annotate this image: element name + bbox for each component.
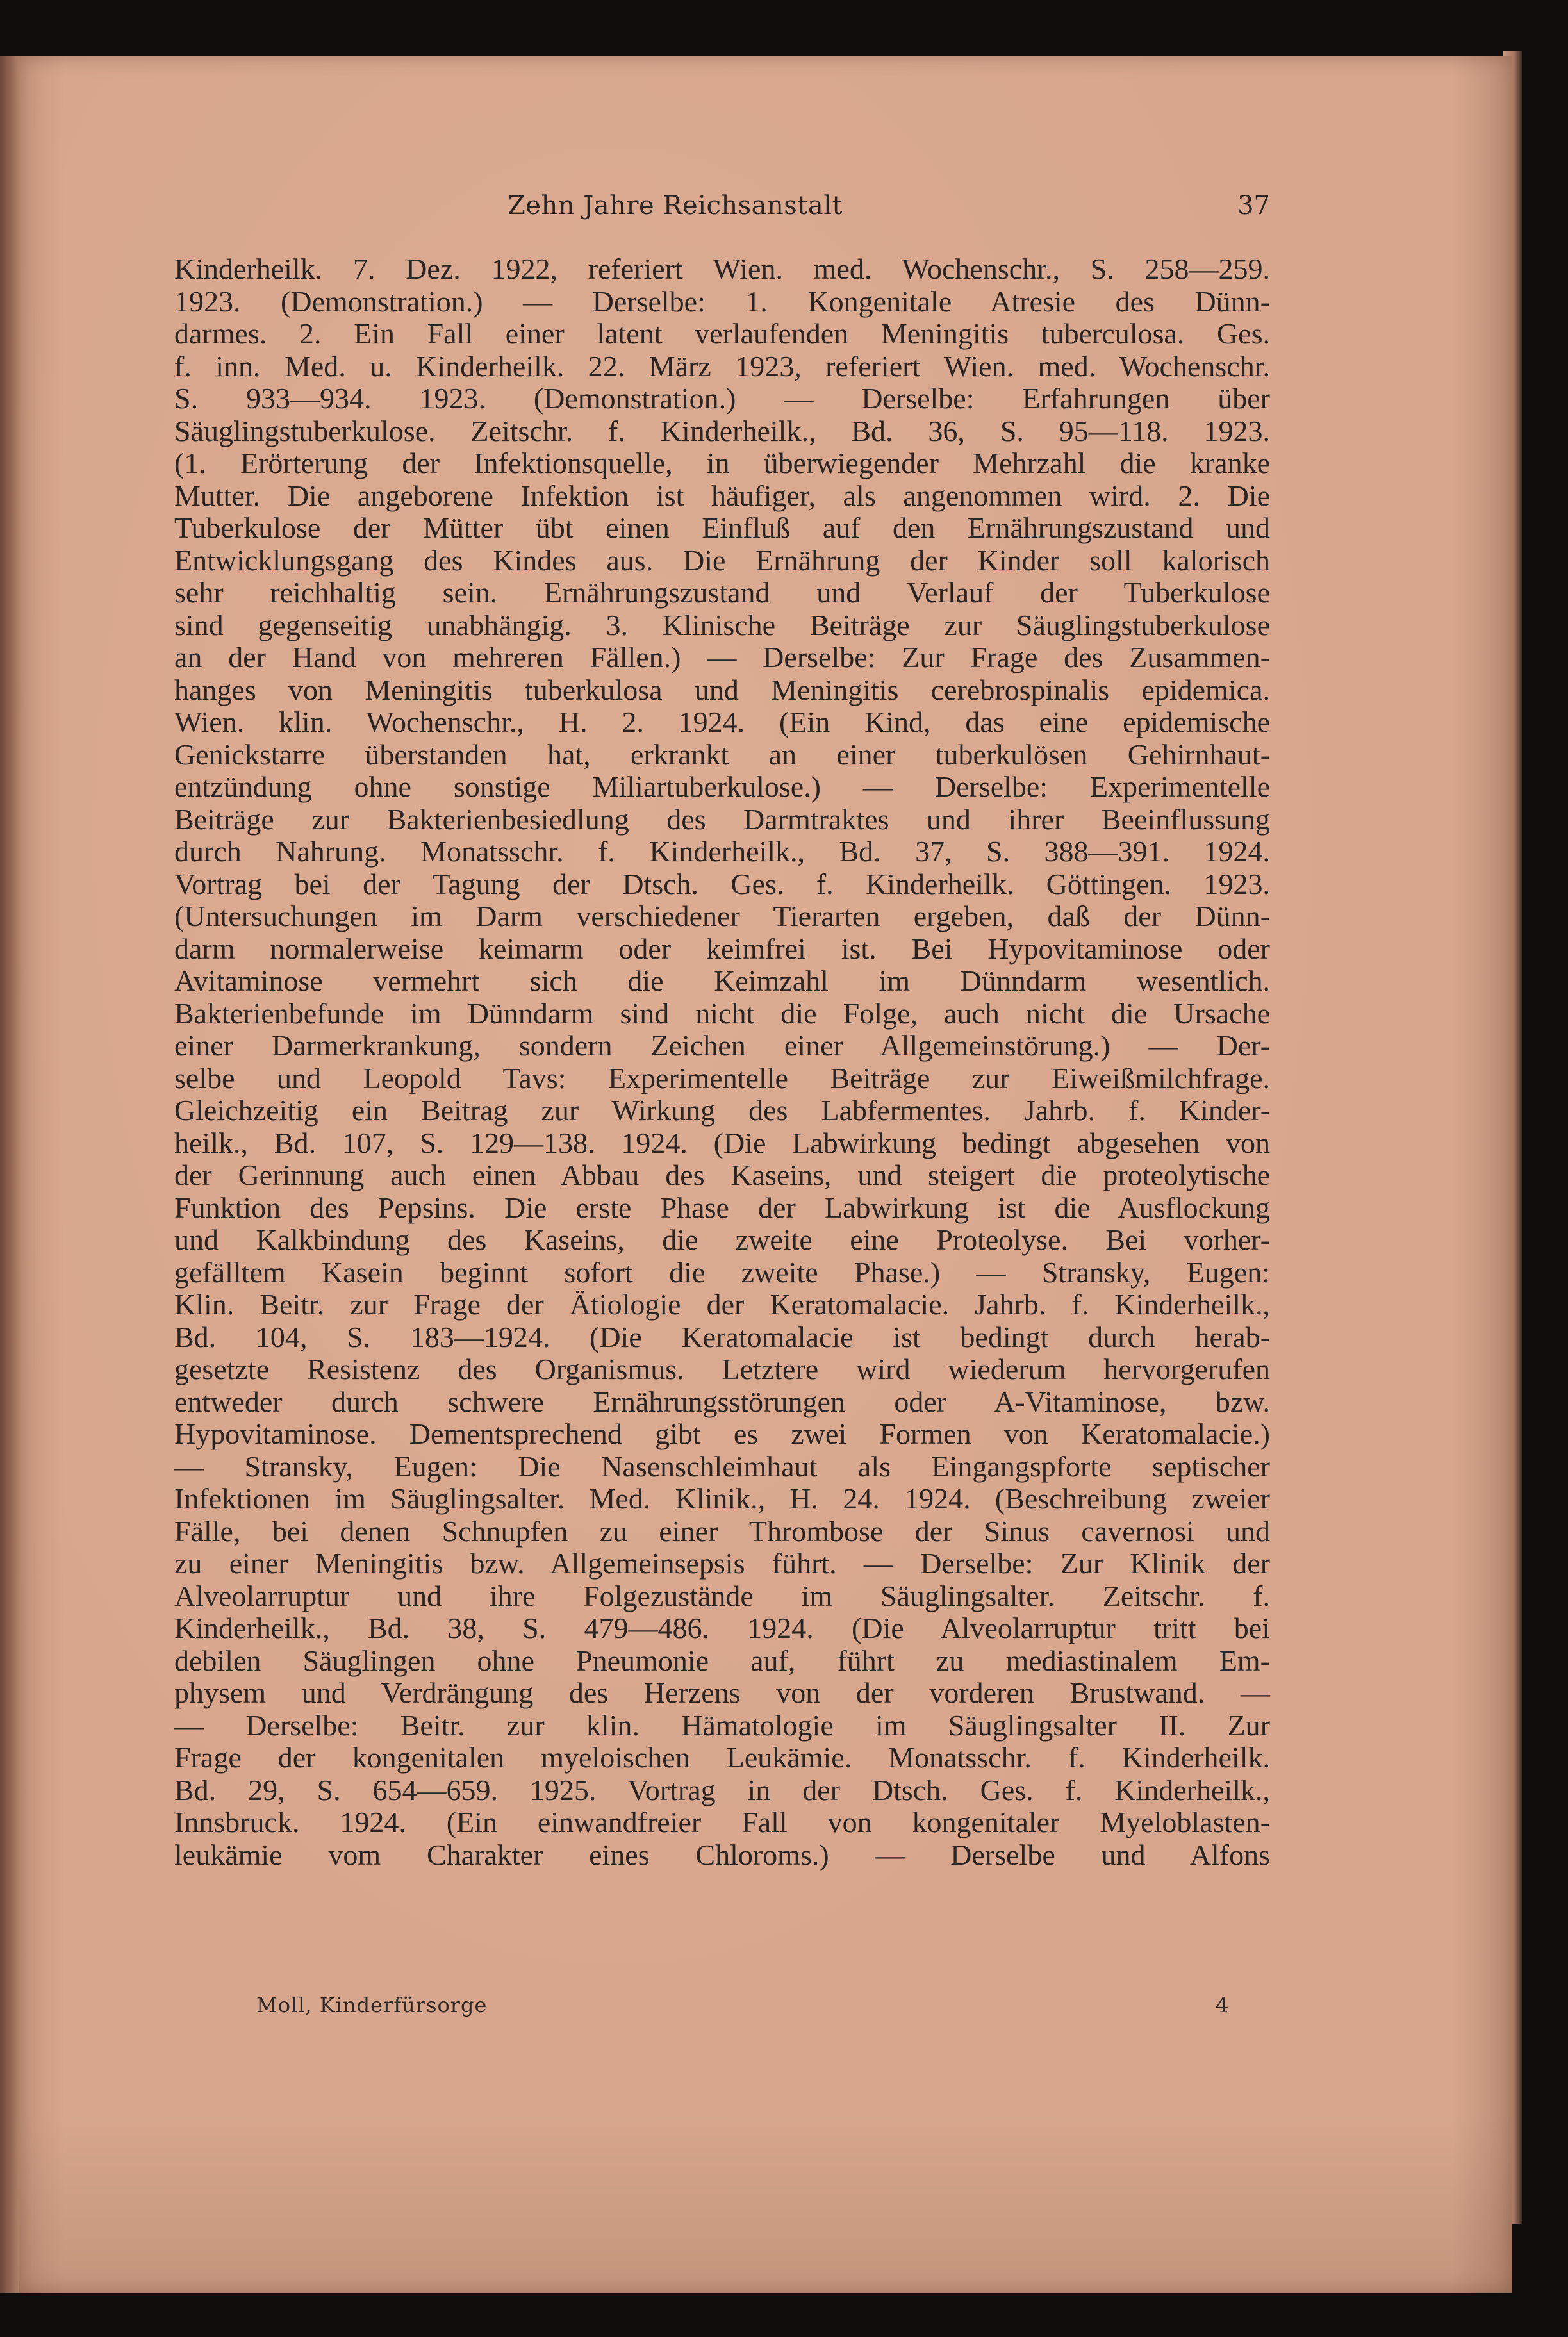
text-line: gefälltem Kasein beginnt sofort die zweite Phase.) — Stransky, Eugen: [174,1255,1270,1289]
text-line: entweder durch schwere Ernährungsstörungen oder A-Vitaminose, bzw. [174,1385,1270,1418]
text-line: Klin. Beitr. zur Frage der Ätiologie der Keratomalacie. Jahrb. f. Kinderheilk., [174,1288,1270,1321]
text-line: f. inn. Med. u. Kinderheilk. 22. März 1923, referiert Wien. med. Wochenschr. [174,349,1270,383]
text-line: Beiträge zur Bakterienbesiedlung des Darmtraktes und ihrer Beeinflussung [174,802,1270,836]
text-line: selbe und Leopold Tavs: Experimentelle Beiträge zur Eiweißmilchfrage. [174,1061,1270,1094]
text-line: Hypovitaminose. Dementsprechend gibt es zwei Formen von Keratomalacie.) [174,1417,1270,1450]
text-line: Infektionen im Säuglingsalter. Med. Klinik., H. 24. 1924. (Beschreibung zweier [174,1482,1270,1515]
text-line: gesetzte Resistenz des Organismus. Letztere wird wiederum hervorgerufen [174,1353,1270,1385]
text-line: physem und Verdrängung des Herzens von der vorderen Brustwand. — [174,1676,1270,1709]
text-line: hanges von Meningitis tuberkulosa und Meningitis cerebrospinalis epidemica. [174,673,1270,706]
text-line: darmes. 2. Ein Fall einer latent verlaufenden Meningitis tuberculosa. Ges. [174,317,1270,350]
text-line: — Stransky, Eugen: Die Nasenschleimhaut als Eingangspforte septischer [174,1449,1270,1483]
text-line: Tuberkulose der Mütter übt einen Einfluß auf den Ernährungszustand und [174,511,1270,544]
text-line: einer Darmerkrankung, sondern Zeichen einer Allgemeinstörung.) — Der- [174,1029,1270,1062]
body-text [174,253,1270,1871]
page-footer [174,1993,1270,2025]
text-line: (Untersuchungen im Darm verschiedener Tierarten ergeben, daß der Dünn- [174,900,1270,932]
text-line: an der Hand von mehreren Fällen.) — Derselbe: Zur Frage des Zusammen- [174,641,1270,673]
text-line: Innsbruck. 1924. (Ein einwandfreier Fall von kongenitaler Myeloblasten- [174,1806,1270,1838]
text-line: Bd. 104, S. 183—1924. (Die Keratomalacie ist bedingt durch herab- [174,1320,1270,1353]
text-line: sind gegenseitig unabhängig. 3. Klinische Beiträge zur Säuglingstuberkulose [174,608,1270,641]
text-line: leukämie vom Charakter eines Chloroms.) — Derselbe und Alfons [174,1838,1270,1871]
text-line: Kinderheilk. 7. Dez. 1922, referiert Wien. med. Wochenschr., S. 258—259. [174,252,1270,285]
running-title: Zehn Jahre Reichsanstalt [508,191,843,220]
running-header [174,186,1270,231]
text-line: zu einer Meningitis bzw. Allgemeinsepsis führt. — Derselbe: Zur Klinik der [174,1547,1270,1580]
text-line: darm normalerweise keimarm oder keimfrei ist. Bei Hypovitaminose oder [174,932,1270,965]
book-spine [0,56,22,2293]
text-line: Fälle, bei denen Schnupfen zu einer Thrombose der Sinus cavernosi und [174,1514,1270,1548]
text-line: entzündung ohne sonstige Miliartuberkulose.) — Derselbe: Experimentelle [174,770,1270,803]
text-line: der Gerinnung auch einen Abbau des Kaseins, und steigert die proteolytische [174,1159,1270,1191]
text-line: Gleichzeitig ein Beitrag zur Wirkung des Labfermentes. Jahrb. f. Kinder- [174,1094,1270,1127]
text-line: (1. Erörterung der Infektionsquelle, in überwiegender Mehrzahl die kranke [174,447,1270,479]
text-line: debilen Säuglingen ohne Pneumonie auf, führt zu mediastinalem Em- [174,1644,1270,1677]
text-line: Wien. klin. Wochenschr., H. 2. 1924. (Ein Kind, das eine epidemische [174,706,1270,738]
text-line: Mutter. Die angeborene Infektion ist häufiger, als angenommen wird. 2. Die [174,479,1270,512]
text-line: — Derselbe: Beitr. zur klin. Hämatologie im Säuglingsalter II. Zur [174,1708,1270,1742]
signature-number: 4 [1216,1993,1229,2017]
page-number: 37 [1237,191,1270,220]
text-line: Avitaminose vermehrt sich die Keimzahl im Dünndarm wesentlich. [174,964,1270,997]
text-line: Bakterienbefunde im Dünndarm sind nicht die Folge, auch nicht die Ursache [174,996,1270,1030]
text-line: Genickstarre überstanden hat, erkrankt an einer tuberkulösen Gehirnhaut- [174,738,1270,771]
text-line: Vortrag bei der Tagung der Dtsch. Ges. f. Kinderheilk. Göttingen. 1923. [174,867,1270,900]
text-line: durch Nahrung. Monatsschr. f. Kinderheilk., Bd. 37, S. 388—391. 1924. [174,835,1270,868]
text-line: S. 933—934. 1923. (Demonstration.) — Derselbe: Erfahrungen über [174,382,1270,415]
text-line: Säuglingstuberkulose. Zeitschr. f. Kinderheilk., Bd. 36, S. 95—118. 1923. [174,414,1270,447]
text-line: Frage der kongenitalen myeloischen Leukämie. Monatsschr. f. Kinderheilk. [174,1741,1270,1774]
text-line: sehr reichhaltig sein. Ernährungszustand und Verlauf der Tuberkulose [174,576,1270,609]
text-line: Alveolarruptur und ihre Folgezustände im Säuglingsalter. Zeitschr. f. [174,1579,1270,1612]
text-line: Bd. 29, S. 654—659. 1925. Vortrag in der Dtsch. Ges. f. Kinderheilk., [174,1773,1270,1806]
text-line: Kinderheilk., Bd. 38, S. 479—486. 1924. (Die Alveolarruptur tritt bei [174,1612,1270,1644]
text-line: 1923. (Demonstration.) — Derselbe: 1. Kongenitale Atresie des Dünn- [174,285,1270,318]
signature-mark: Moll, Kinderfürsorge [256,1993,488,2017]
text-line: Entwicklungsgang des Kindes aus. Die Ernährung der Kinder soll kalorisch [174,543,1270,577]
text-line: heilk., Bd. 107, S. 129—138. 1924. (Die Labwirkung bedingt abgesehen von [174,1126,1270,1159]
text-line: und Kalkbindung des Kaseins, die zweite eine Proteolyse. Bei vorher- [174,1223,1270,1256]
text-line: Funktion des Pepsins. Die erste Phase der Labwirkung ist die Ausflockung [174,1191,1270,1224]
